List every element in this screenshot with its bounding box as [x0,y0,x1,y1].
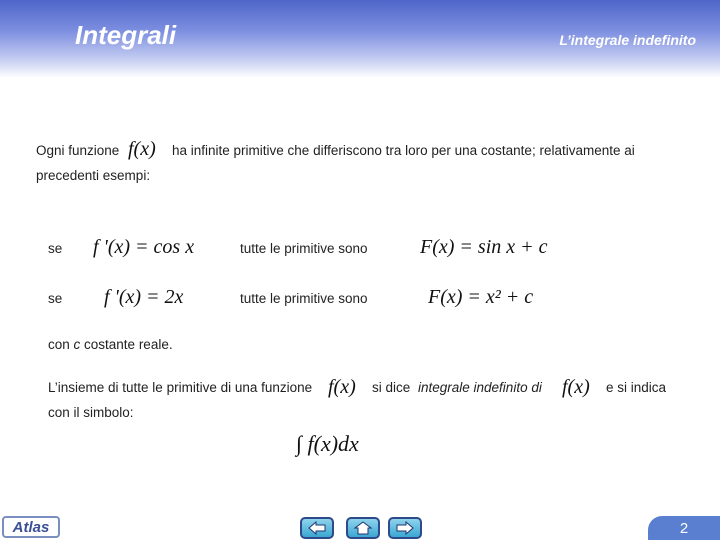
nav-home-button[interactable] [346,517,380,539]
definition-function-1-text: f(x) [328,376,356,398]
arrow-left-icon [307,521,327,535]
nav-forward-button[interactable] [388,517,422,539]
arrow-right-icon [395,521,415,535]
home-icon [353,521,373,535]
example-1-derivative [93,236,194,259]
slide-subtitle: L’integrale indefinito [559,32,696,48]
example-1-primitive-text: F(x) = sin x + c [420,236,548,258]
constant-note-c: c [73,337,81,352]
integral-symbol-text: ∫ f(x)dx [296,431,359,456]
example-2-derivative [104,286,183,309]
example-2-middle: tutte le primitive sono [240,291,368,306]
definition-part1: L’insieme di tutte le primitive di una funzione [48,380,313,395]
definition-function-1 [328,376,356,399]
example-2-derivative-text: f '(x) = 2x [104,286,184,308]
slide-title: Integrali [75,20,177,50]
nav-back-button[interactable] [300,517,334,539]
integral-symbol [296,431,359,457]
intro-line2: precedenti esempi: [36,168,151,183]
intro-function [128,138,156,161]
page-number: 2 [648,516,720,540]
definition-function-2 [562,376,590,399]
example-2-primitive-text: F(x) = x² + c [428,286,534,308]
constant-note-post: costante reale. [80,337,173,352]
definition-function-2-text: f(x) [562,376,590,398]
atlas-logo: Atlas [2,516,60,538]
constant-note [48,337,173,352]
example-1-middle: tutte le primitive sono [240,241,368,256]
example-1-se: se [48,241,63,256]
intro-lead: Ogni funzione [36,143,120,158]
definition-line2: con il simbolo: [48,405,134,420]
definition-part3: e si indica [606,380,667,395]
definition-part2: si dice [372,380,411,395]
example-2-primitive [428,286,533,309]
definition-term: integrale indefinito di [418,380,542,395]
example-1-primitive [420,236,548,259]
example-2-se: se [48,291,63,306]
intro-function-text: f(x) [128,138,156,160]
constant-note-pre: con [48,337,74,352]
slide-header [0,0,720,78]
example-1-derivative-text: f '(x) = cos x [93,236,195,258]
intro-rest: ha infinite primitive che differiscono tra loro per una costante; relativamente ai [172,143,635,158]
